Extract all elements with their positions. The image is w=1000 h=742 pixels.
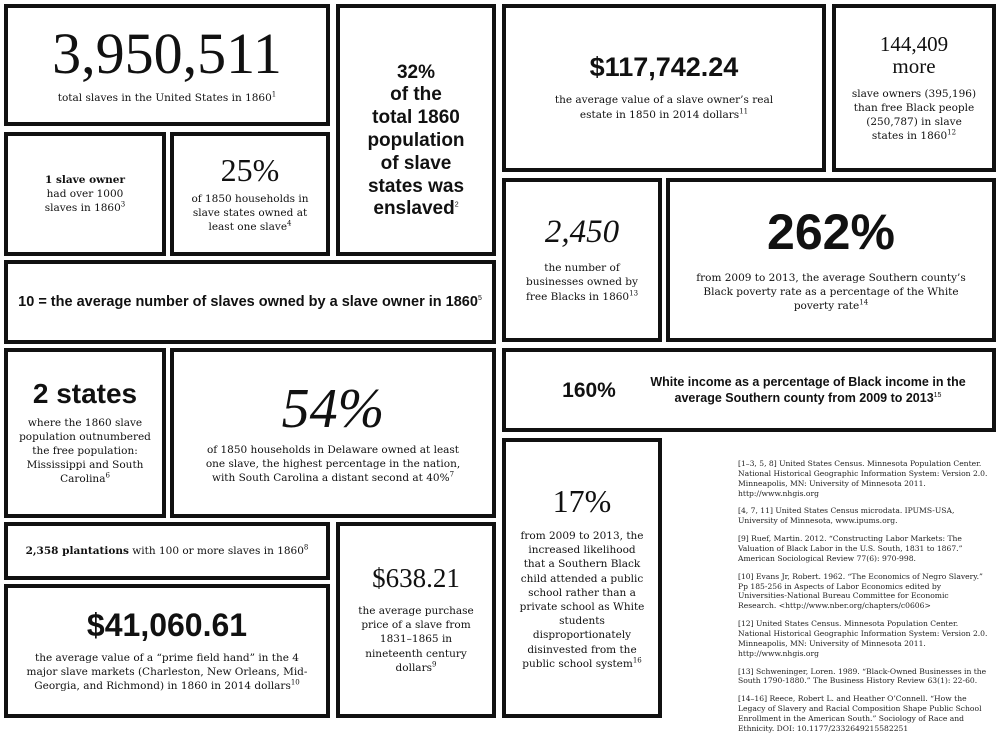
reference-item: [12] United States Census. Minnesota Population Center. National Historical Geographic Information System: Version 2.0. Minneapolis, MN: University of Minnesota 2011. http://www.nhgis.org	[738, 619, 988, 658]
ref-marker: 11	[739, 107, 749, 115]
more-owners-box	[832, 4, 996, 172]
businesses-value: 2,450	[544, 214, 620, 251]
purchase-value: $638.21	[372, 563, 460, 594]
businesses-desc: the number of businesses owned by free Blacks in 1860	[525, 262, 638, 303]
more-owners-desc: slave owners (395,196) than free Black people (250,787) in slave states in 1860	[851, 87, 977, 143]
field-hand-desc: the average value of a “prime field hand” in the 4 major slave markets (Charleston, New Orleans, Mid-Georgia, and Richmond) in 1860 in 2014 dollars	[26, 651, 308, 693]
businesses-box	[502, 178, 662, 342]
reference-item: [9] Ruef, Martin. 2012. “Constructing Labor Markets: The Valuation of Black Labor in the U.S. South, 1831 to 1867.” American Sociological Review 77(6): 970-998.	[738, 534, 963, 563]
ref-marker: 3	[120, 200, 126, 209]
field-hand-value: $41,060.61	[86, 606, 248, 643]
two-states-box	[4, 348, 166, 518]
purchase-desc: the average purchase price of a slave from 1831–1865 in nineteenth century dollars	[358, 605, 474, 674]
plantations-bold: 2,358 plantations	[25, 544, 129, 557]
total-slaves-box	[4, 4, 330, 126]
ref-marker: 10	[290, 678, 300, 687]
reference-item: [1–3, 5, 8] United States Census. Minnesota Population Center. National Historical Geographic Information System: Version 2.0. Minneapolis, MN: University of Minnesota 2011. http://www.nhgis.org	[738, 459, 988, 498]
total-slaves-desc: total slaves in the United States in 1860	[57, 91, 272, 104]
avg-slaves-value: 10 = the average number of slaves owned by a slave owner in 1860	[18, 293, 478, 310]
ref-marker: 6	[105, 471, 110, 480]
income-box	[502, 348, 996, 432]
ref-marker: 1	[271, 90, 277, 99]
more-owners-value: 144,409 more	[879, 31, 949, 78]
avg-slaves-box	[4, 260, 496, 344]
reference-item: [14–16] Reece, Robert L. and Heather O’Connell. “How the Legacy of Slavery and Racial Composition Shape Public School Enrollment in the American South.” Sociology of Race and Ethnicity. DOI: 10.1177/2332649215582251	[738, 694, 982, 733]
pct-households-desc: of 1850 households in slave states owned at least one slave	[191, 192, 309, 234]
poverty-value: 262%	[767, 203, 895, 260]
ref-marker: 12	[947, 128, 957, 137]
reference-item: [4, 7, 11] United States Census microdata. IPUMS-USA, University of Minnesota, www.ipums.org.	[738, 506, 955, 526]
pct-enslaved-value: 32% of the total 1860 population of slave states was enslaved	[367, 61, 465, 220]
delaware-value: 54%	[281, 377, 385, 440]
plantations-box	[4, 522, 330, 580]
field-hand-box	[4, 584, 330, 718]
income-value: 160%	[562, 378, 616, 402]
real-estate-desc: the average value of a slave owner’s real estate in 1850 in 2014 dollars	[554, 94, 774, 121]
ref-marker: 4	[287, 219, 292, 228]
one-owner-bold: 1 slave owner	[45, 173, 125, 186]
school-box	[502, 438, 662, 718]
ref-marker: 5	[477, 294, 482, 302]
income-desc: White income as a percentage of Black income in the average Southern county from 2009 to 2013	[650, 374, 966, 405]
ref-marker: 13	[629, 289, 639, 298]
ref-marker: 2	[454, 202, 459, 210]
two-states-value: 2 states	[32, 377, 138, 409]
pct-households-value: 25%	[220, 151, 280, 188]
ref-marker: 7	[449, 470, 455, 479]
two-states-desc: where the 1860 slave population outnumbered the free population: Mississippi and South Carolina	[19, 416, 151, 486]
pct-households-box	[170, 132, 330, 256]
total-slaves-value: 3,950,511	[52, 20, 282, 86]
purchase-box	[336, 522, 496, 718]
ref-marker: 14	[859, 298, 869, 307]
ref-marker: 9	[431, 660, 437, 669]
real-estate-value: $117,742.24	[589, 52, 739, 83]
poverty-box	[666, 178, 996, 342]
poverty-desc: from 2009 to 2013, the average Southern county’s Black poverty rate as a percentage of the White poverty rate	[696, 271, 966, 313]
reference-item: [13] Schweninger, Loren. 1989. “Black-Owned Businesses in the South 1790-1880.” The Business History Review 63(1): 22-60.	[738, 666, 987, 686]
reference-item: [10] Evans Jr, Robert. 1962. “The Economics of Negro Slavery.” Pp 185-256 in Aspects of Labor Economics edited by Universities-National Bureau Committee for Economic Research. <http://www.nber.org/chapters/c0606>	[738, 571, 983, 611]
one-owner-desc: had over 1000 slaves in 1860	[44, 187, 124, 215]
references	[738, 459, 988, 742]
delaware-desc: of 1850 households in Delaware owned at least one slave, the highest percentage in the nation, with South Carolina a distant second at 40%	[205, 443, 461, 485]
ref-marker: 8	[303, 543, 309, 552]
plantations-desc: with 100 or more slaves in 1860	[128, 544, 304, 557]
school-desc: from 2009 to 2013, the increased likelihood that a Southern Black child attended a public school rather than a private school as White students disproportionately disinvested from the public school system	[519, 530, 645, 670]
ref-marker: 15	[933, 391, 942, 399]
pct-enslaved-box	[336, 4, 496, 256]
one-owner-box	[4, 132, 166, 256]
school-value: 17%	[552, 483, 612, 520]
delaware-box	[170, 348, 496, 518]
ref-marker: 16	[632, 656, 642, 665]
real-estate-box	[502, 4, 826, 172]
